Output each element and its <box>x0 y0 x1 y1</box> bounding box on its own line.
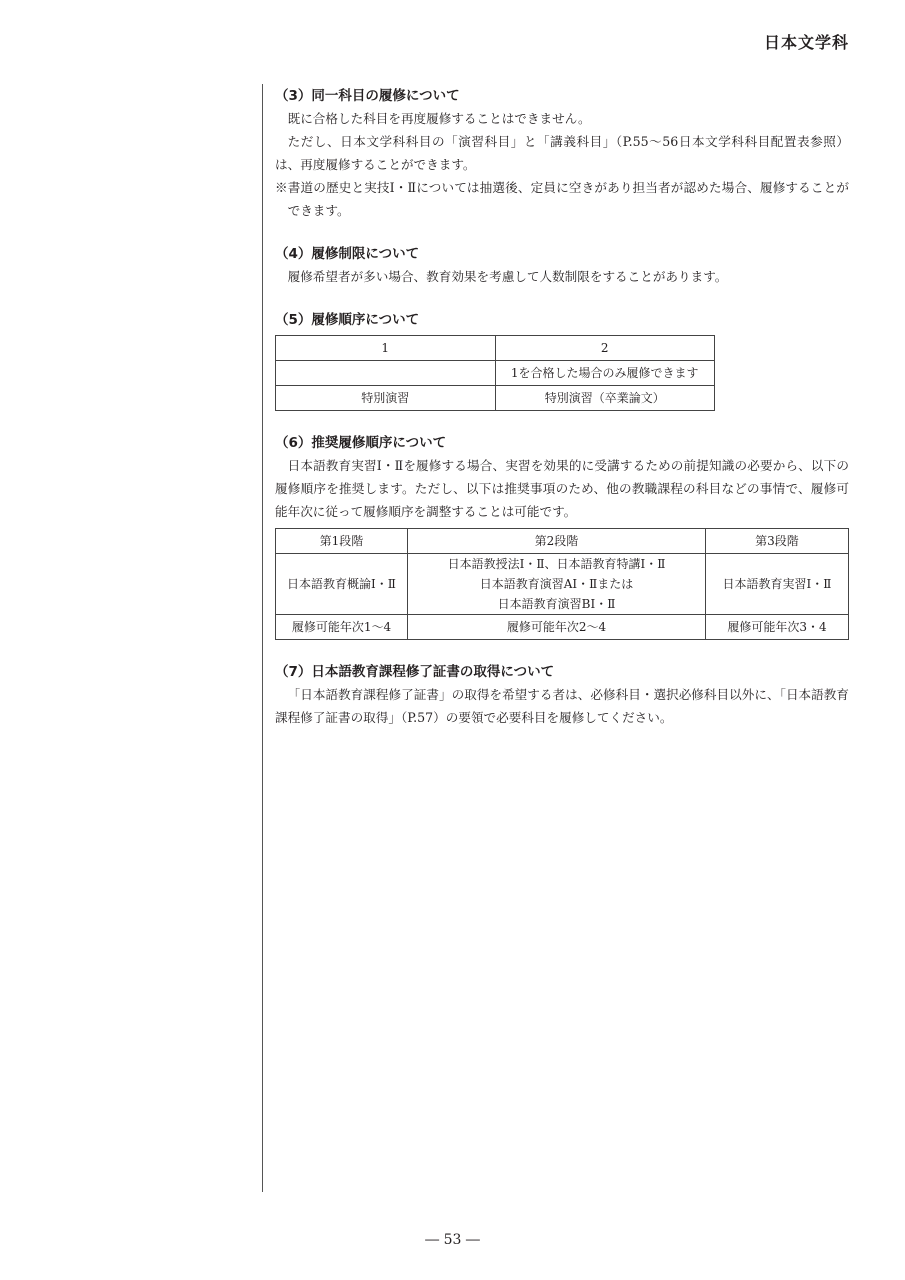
section-heading: （6）推奨履修順序について <box>275 435 447 451</box>
table-cell <box>408 554 706 615</box>
table-cell: 第3段階 <box>706 529 849 554</box>
paragraph: 履修希望者が多い場合、教育効果を考慮して人数制限をすることがあります。 <box>287 269 728 284</box>
table-cell: 日本語教育実習Ⅰ・Ⅱ <box>706 554 849 615</box>
table-cell <box>276 361 496 386</box>
table-row <box>276 615 849 640</box>
table-cell: 第2段階 <box>408 529 706 554</box>
table-row <box>276 386 715 411</box>
table-cell: 履修可能年次2〜4 <box>408 615 706 640</box>
section-same-course <box>275 86 849 222</box>
cell-line: 日本語教育演習BⅠ・Ⅱ <box>497 597 616 611</box>
section-recommended-order <box>275 433 849 640</box>
section-certificate <box>275 662 849 729</box>
main-content <box>275 86 849 751</box>
paragraph: 「日本語教育課程修了証書」の取得を希望する者は、必修科目・選択必修科目以外に、「日本語教育課程修了証書の取得」（P.57）の要領で必要科目を履修してください。 <box>275 687 849 725</box>
paragraph: ただし、日本文学科科目の「演習科目」と「講義科目」（P.55〜56日本文学科科目配置表参照）は、再度履修することができます。 <box>275 134 849 172</box>
table-row <box>276 554 849 615</box>
table-cell: 1を合格した場合のみ履修できます <box>495 361 715 386</box>
section-heading: （4）履修制限について <box>275 246 420 262</box>
cell-line: 日本語教育演習AⅠ・Ⅱまたは <box>479 577 634 591</box>
table-cell: 履修可能年次1〜4 <box>276 615 408 640</box>
note-paragraph: ※書道の歴史と実技Ⅰ・Ⅱについては抽選後、定員に空きがあり担当者が認めた場合、履修することができます。 <box>275 180 849 218</box>
table-cell: 特別演習（卒業論文） <box>495 386 715 411</box>
section-heading: （5）履修順序について <box>275 312 420 328</box>
margin-rule <box>262 84 263 1192</box>
section-heading: （3）同一科目の履修について <box>275 88 460 104</box>
course-order-table <box>275 335 715 411</box>
table-row <box>276 529 849 554</box>
department-title: 日本文学科 <box>763 33 849 52</box>
page-number: ― 53 ― <box>425 1232 480 1248</box>
table-row <box>276 361 715 386</box>
paragraph: 日本語教育実習Ⅰ・Ⅱを履修する場合、実習を効果的に受講するための前提知識の必要から、以下の履修順序を推奨します。ただし、以下は推奨事項のため、他の教職課程の科目などの事情で、履修可能年次に従って履修順序を調整することは可能です。 <box>275 458 849 519</box>
table-cell: 特別演習 <box>276 386 496 411</box>
table-cell: 1 <box>276 336 496 361</box>
recommended-order-table <box>275 528 849 640</box>
table-cell: 2 <box>495 336 715 361</box>
section-course-order <box>275 310 849 411</box>
cell-line: 日本語教授法Ⅰ・Ⅱ、日本語教育特講Ⅰ・Ⅱ <box>447 557 666 571</box>
table-cell: 日本語教育概論Ⅰ・Ⅱ <box>276 554 408 615</box>
table-cell: 第1段階 <box>276 529 408 554</box>
table-cell: 履修可能年次3・4 <box>706 615 849 640</box>
section-enrollment-limit <box>275 244 849 288</box>
section-heading: （7）日本語教育課程修了証書の取得について <box>275 664 555 680</box>
table-row <box>276 336 715 361</box>
paragraph: 既に合格した科目を再度履修することはできません。 <box>287 111 591 126</box>
